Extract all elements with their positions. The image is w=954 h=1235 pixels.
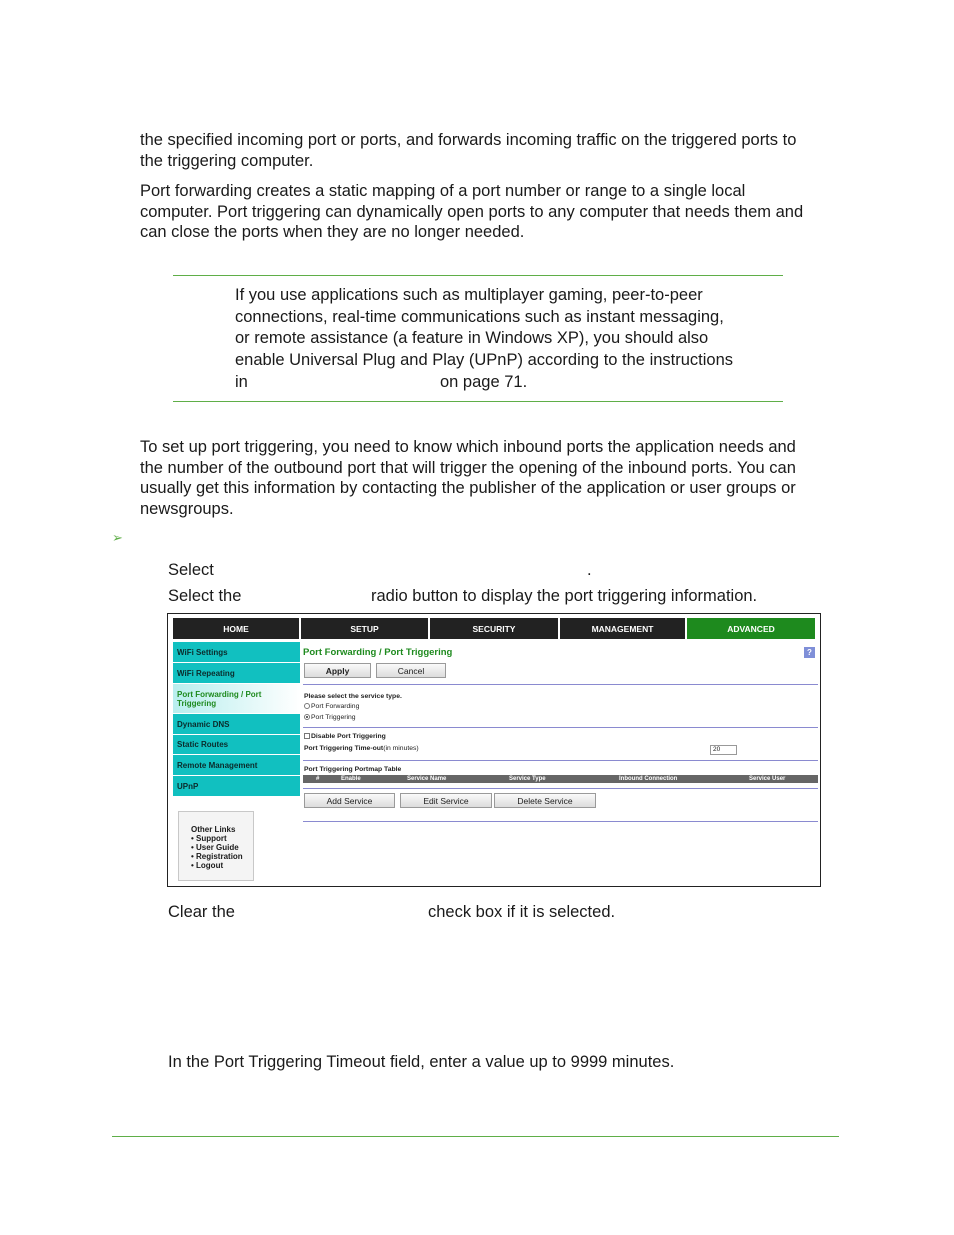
tab-home[interactable]: HOME — [173, 618, 299, 639]
para2-line-2: computer. Port triggering can dynamically open ports to any computer that needs them and — [140, 202, 804, 221]
radio-port-triggering-label: Port Triggering — [311, 714, 356, 721]
tab-security[interactable]: SECURITY — [430, 618, 558, 639]
sidebar-item-remote-management[interactable]: Remote Management — [173, 755, 300, 776]
para2-line-3: can close the ports when they are no longer needed. — [140, 223, 525, 241]
step-2 — [168, 587, 758, 606]
note-top-rule — [173, 275, 783, 276]
para3-line-4: newsgroups. — [140, 499, 234, 518]
intro-paragraph — [140, 130, 840, 171]
note-line-3: or remote assistance (a feature in Windows XP), you should also — [235, 329, 709, 348]
link-registration[interactable]: • Registration — [191, 852, 243, 861]
apply-button[interactable]: Apply — [304, 663, 371, 678]
page-title: Port Forwarding / Port Triggering — [303, 647, 453, 658]
para3-line-1: To set up port triggering, you need to know which inbound ports the application needs and — [140, 438, 796, 456]
timeout-label-unit: (in minutes) — [383, 745, 419, 752]
step-1-end: . — [587, 561, 592, 579]
disable-port-triggering-label: Disable Port Triggering — [311, 733, 386, 740]
other-links-title: Other Links — [191, 825, 236, 834]
col-number: # — [316, 776, 320, 782]
note-text — [235, 285, 733, 394]
top-nav-tabs — [173, 618, 815, 639]
delete-service-button[interactable]: Delete Service — [494, 793, 596, 808]
col-service-name: Service Name — [407, 776, 447, 782]
divider-4 — [303, 788, 818, 789]
link-user-guide[interactable]: • User Guide — [191, 843, 239, 852]
note-line-5 — [235, 372, 733, 394]
note-bottom-rule — [173, 401, 783, 402]
sidebar-item-wifi-settings[interactable]: WiFi Settings — [173, 642, 300, 663]
note-line-5-end: on page 71. — [440, 372, 528, 391]
procedure-arrow-icon: ➢ — [112, 530, 123, 545]
portmap-table-header — [303, 775, 818, 783]
sidebar-item-port-forwarding[interactable]: Port Forwarding / Port Triggering — [173, 684, 300, 714]
step-1 — [168, 561, 592, 580]
note-line-5-start: in — [235, 372, 248, 391]
sidebar-item-dynamic-dns[interactable]: Dynamic DNS — [173, 714, 300, 735]
checkbox-icon — [304, 733, 310, 739]
radio-port-triggering[interactable] — [304, 714, 356, 721]
tab-setup[interactable]: SETUP — [301, 618, 428, 639]
help-icon[interactable]: ? — [804, 647, 815, 658]
link-support[interactable]: • Support — [191, 834, 227, 843]
link-logout[interactable]: • Logout — [191, 861, 224, 870]
col-inbound-connection: Inbound Connection — [619, 776, 678, 782]
radio-port-forwarding[interactable] — [304, 703, 359, 710]
divider-1 — [303, 684, 818, 685]
radio-port-forwarding-label: Port Forwarding — [311, 703, 360, 710]
timeout-label — [304, 745, 419, 752]
cancel-button[interactable]: Cancel — [376, 663, 446, 678]
divider-5 — [303, 821, 818, 822]
portmap-table-title: Port Triggering Portmap Table — [304, 766, 402, 773]
other-links-box — [178, 811, 254, 881]
intro-line-1: the specified incoming port or ports, and forwards incoming traffic on the triggered ports to — [140, 131, 797, 149]
service-type-label: Please select the service type. — [304, 693, 402, 700]
tab-advanced[interactable]: ADVANCED — [687, 618, 815, 639]
disable-port-triggering-checkbox[interactable] — [304, 733, 386, 740]
divider-2 — [303, 727, 818, 728]
col-enable: Enable — [341, 776, 361, 782]
radio-icon — [304, 703, 310, 709]
step-3-end: check box if it is selected. — [428, 903, 616, 921]
port-forwarding-paragraph — [140, 181, 840, 243]
note-line-4: enable Universal Plug and Play (UPnP) according to the instructions — [235, 351, 734, 370]
sidebar — [173, 642, 300, 797]
note-line-2: connections, real-time communications such as instant messaging, — [235, 307, 724, 326]
para3-line-2: the number of the outbound port that will trigger the opening of the inbound ports. You can — [140, 458, 796, 477]
port-triggering-paragraph — [140, 437, 840, 519]
step-3 — [168, 903, 616, 922]
timeout-label-main: Port Triggering Time-out — [304, 745, 384, 752]
step-4: In the Port Triggering Timeout field, enter a value up to 9999 minutes. — [168, 1053, 675, 1071]
step-2-text: Select the — [168, 587, 242, 605]
step-3-text: Clear the — [168, 903, 235, 921]
footer-rule — [112, 1136, 839, 1137]
para2-line-1: Port forwarding creates a static mapping of a port number or range to a single local — [140, 182, 746, 200]
col-service-user: Service User — [749, 776, 786, 782]
divider-3 — [303, 760, 818, 761]
add-service-button[interactable]: Add Service — [304, 793, 395, 808]
col-service-type: Service Type — [509, 776, 546, 782]
tab-management[interactable]: MANAGEMENT — [560, 618, 685, 639]
router-screenshot — [167, 613, 821, 887]
sidebar-item-static-routes[interactable]: Static Routes — [173, 735, 300, 755]
radio-selected-icon — [304, 714, 310, 720]
sidebar-item-wifi-repeating[interactable]: WiFi Repeating — [173, 663, 300, 684]
note-line-1: If you use applications such as multiplayer gaming, peer-to-peer — [235, 286, 703, 304]
timeout-input[interactable]: 20 — [710, 745, 737, 755]
para3-line-3: usually get this information by contacting the publisher of the application or user groups or — [140, 479, 796, 497]
step-1-text: Select — [168, 561, 214, 579]
sidebar-item-upnp[interactable]: UPnP — [173, 776, 300, 797]
edit-service-button[interactable]: Edit Service — [400, 793, 492, 808]
step-2-end: radio button to display the port triggering information. — [371, 587, 758, 605]
intro-line-2: the triggering computer. — [140, 151, 314, 170]
